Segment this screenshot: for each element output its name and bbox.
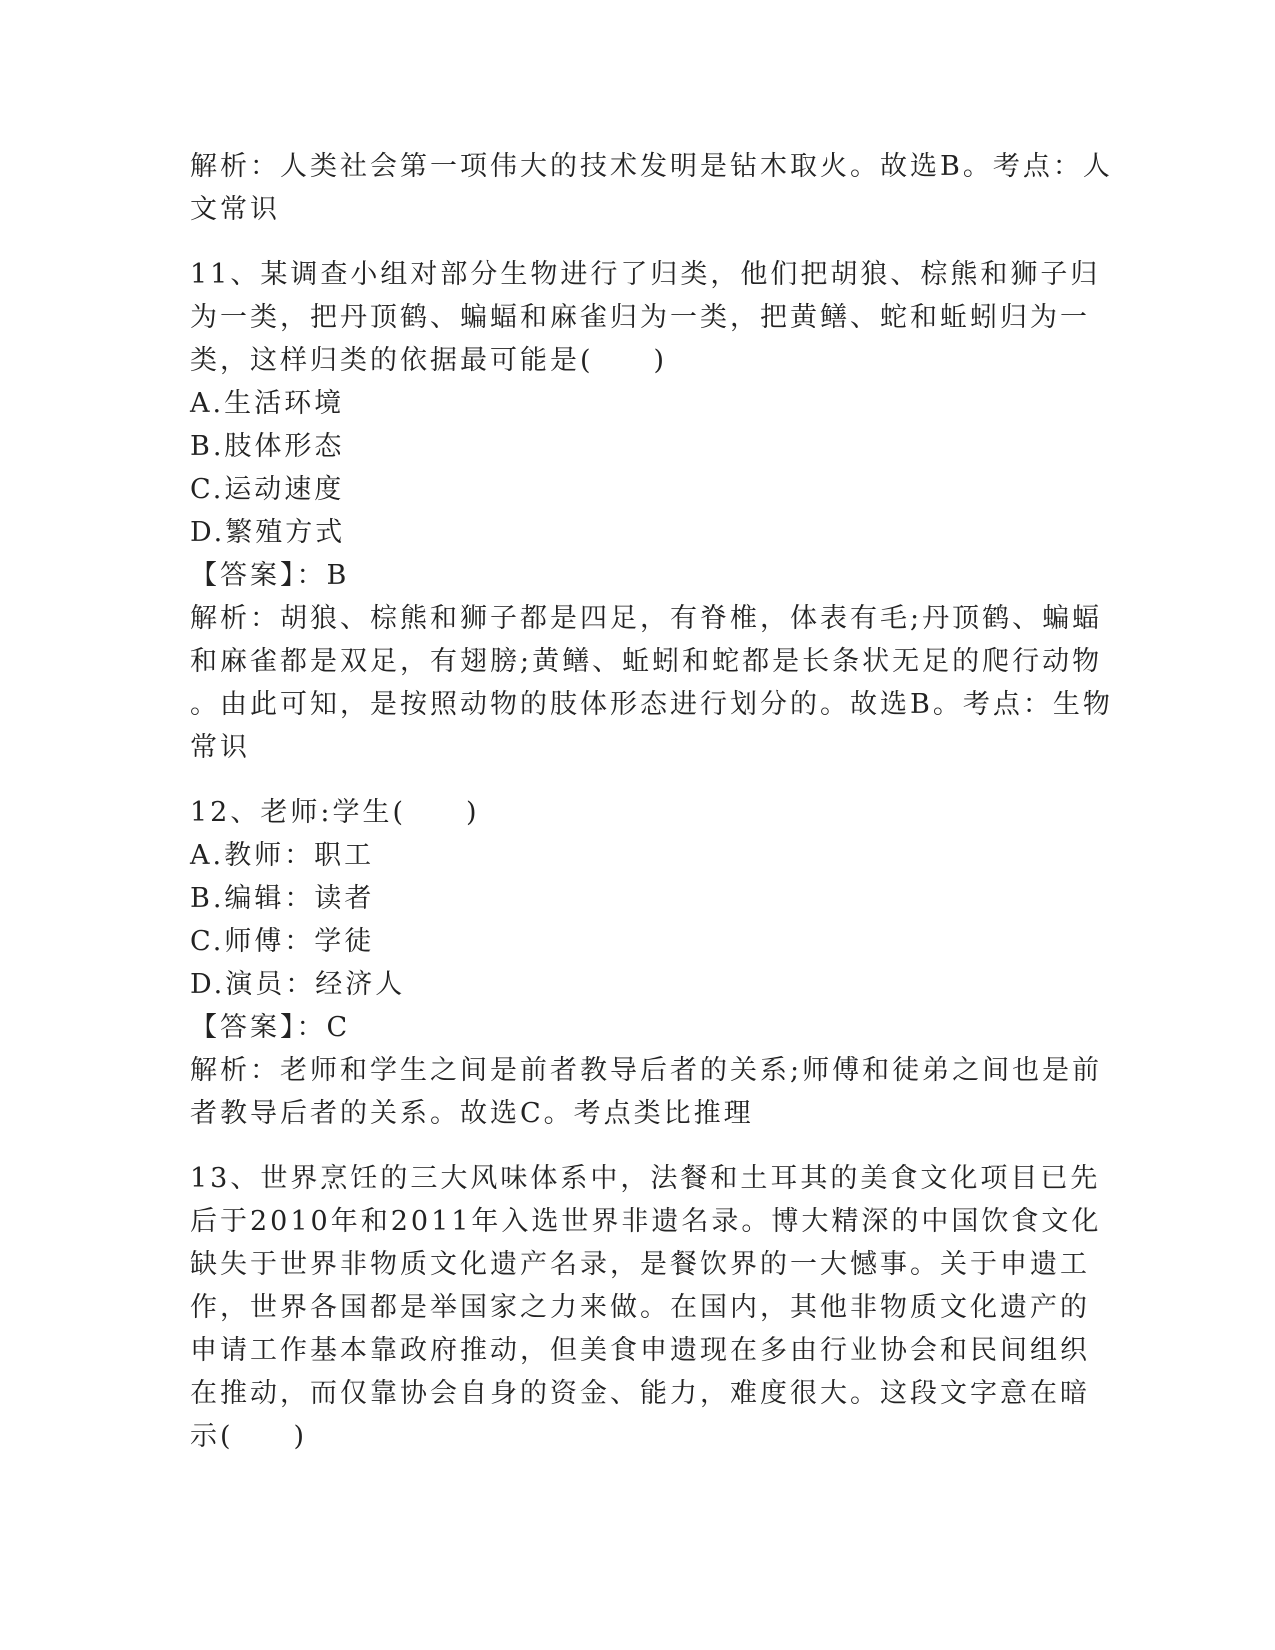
analysis-line: 解析：胡狼、棕熊和狮子都是四足，有脊椎，体表有毛;丹顶鹤、蝙蝠 — [190, 603, 1103, 634]
question-line: 示( ) — [190, 1421, 308, 1452]
analysis-line: 者教导后者的关系。故选C。考点类比推理 — [190, 1098, 754, 1129]
analysis-line: 常识 — [190, 732, 250, 763]
option-a: A.教师：职工 — [190, 840, 375, 871]
option-d: D.演员：经济人 — [190, 969, 406, 1000]
analysis-line: 文常识 — [190, 194, 280, 225]
question-line: 作，世界各国都是举国家之力来做。在国内，其他非物质文化遗产的 — [190, 1292, 1090, 1323]
question-line: 申请工作基本靠政府推动，但美食申遗现在多由行业协会和民间组织 — [190, 1335, 1090, 1366]
option-d: D.繁殖方式 — [190, 517, 346, 548]
q10-analysis — [190, 145, 1113, 231]
question-line: 13、世界烹饪的三大风味体系中，法餐和土耳其的美食文化项目已先 — [190, 1163, 1101, 1194]
option-b: B.肢体形态 — [190, 431, 345, 462]
analysis-line: 解析：人类社会第一项伟大的技术发明是钻木取火。故选B。考点：人 — [190, 151, 1113, 182]
option-b: B.编辑：读者 — [190, 883, 375, 914]
question-line: 后于2010年和2011年入选世界非遗名录。博大精深的中国饮食文化 — [190, 1206, 1102, 1237]
question-line: 为一类，把丹顶鹤、蝙蝠和麻雀归为一类，把黄鳝、蛇和蚯蚓归为一 — [190, 302, 1090, 333]
analysis-line: 。由此可知，是按照动物的肢体形态进行划分的。故选B。考点：生物 — [190, 689, 1113, 720]
question-11 — [190, 253, 1113, 769]
question-line: 缺失于世界非物质文化遗产名录，是餐饮界的一大憾事。关于申遗工 — [190, 1249, 1090, 1280]
option-c: C.运动速度 — [190, 474, 345, 505]
document-content — [190, 145, 1113, 1458]
answer: 【答案】：C — [190, 1012, 351, 1043]
analysis-line: 解析：老师和学生之间是前者教导后者的关系;师傅和徒弟之间也是前 — [190, 1055, 1103, 1086]
answer: 【答案】：B — [190, 560, 350, 591]
question-line: 在推动，而仅靠协会自身的资金、能力，难度很大。这段文字意在暗 — [190, 1378, 1090, 1409]
question-13 — [190, 1157, 1102, 1458]
question-line: 12、老师:学生( ) — [190, 797, 480, 828]
analysis-line: 和麻雀都是双足，有翅膀;黄鳝、蚯蚓和蛇都是长条状无足的爬行动物 — [190, 646, 1103, 677]
option-c: C.师傅：学徒 — [190, 926, 375, 957]
option-a: A.生活环境 — [190, 388, 345, 419]
question-12 — [190, 791, 1103, 1135]
question-line: 11、某调查小组对部分生物进行了归类，他们把胡狼、棕熊和狮子归 — [190, 259, 1101, 290]
question-line: 类，这样归类的依据最可能是( ) — [190, 345, 668, 376]
